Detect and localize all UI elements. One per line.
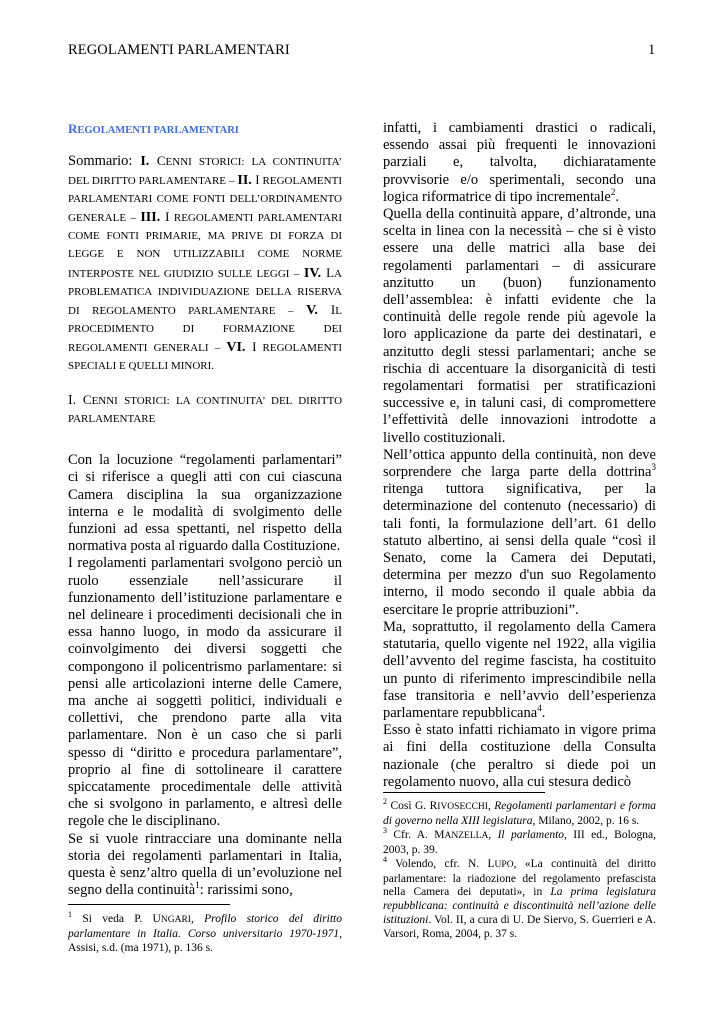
left-column xyxy=(68,120,342,899)
section-title xyxy=(68,120,342,140)
footnote-ref-1[interactable]: 1 xyxy=(195,880,200,891)
summary-block xyxy=(68,152,342,375)
left-body-text xyxy=(68,452,342,899)
right-paragraph-5: Esso è stato infatti richiamato in vigore prima ai fini della costituzione della Consulta nazionale (che peraltro si diede poi un regolamento nuovo, alla cui stesura dedicò xyxy=(383,722,656,790)
right-column xyxy=(383,120,656,791)
summary-vi-text: REGOLAMENTI SPECIALI E QUELLI MINORI. xyxy=(68,341,342,373)
footnote-1 xyxy=(68,910,342,956)
section-1-num: I. xyxy=(68,393,77,409)
footnote-4-title: La prima legislatura repubblicana: continuità e discontinuità nell’azione delle istituzioni xyxy=(383,886,656,927)
right-footnotes xyxy=(383,792,656,942)
summary-vi-num: VI. xyxy=(226,339,246,355)
footnote-3-mid: , xyxy=(488,828,498,841)
footnote-2-mid: , xyxy=(487,800,495,812)
summary-iii-cap: I xyxy=(160,209,170,225)
right-paragraph-4-tail: . xyxy=(541,704,546,721)
footnote-3 xyxy=(383,825,656,858)
footnote-2-title: Regolamenti parlamentari e forma di governo nella XIII legislatura xyxy=(383,800,657,827)
footnote-1-title: Profilo storico del diritto parlamentare in Italia. Corso universitario 1970-1971 xyxy=(68,913,342,940)
footnote-3-pre: Cfr. A. M xyxy=(387,828,445,841)
right-paragraph-3-text: Nell’ottica appunto della continuità, non deve sorprendere che larga parte della dottrina xyxy=(383,446,656,481)
footnote-3-num: 3 xyxy=(383,825,387,835)
section-title-initial: R xyxy=(68,121,78,136)
left-paragraph-3 xyxy=(68,831,342,900)
right-paragraph-4 xyxy=(383,619,656,722)
footnote-2-pre: Così G. R xyxy=(387,800,438,812)
footnote-separator-right xyxy=(383,792,545,793)
footnote-4-author: UPO xyxy=(494,859,514,870)
right-paragraph-1 xyxy=(383,120,656,206)
footnote-1-mid: , xyxy=(190,913,205,925)
right-paragraph-3 xyxy=(383,447,656,619)
footnote-3-title: Il parlamento xyxy=(497,828,565,841)
summary-i-cap: C xyxy=(149,153,166,168)
footnote-ref-3[interactable]: 3 xyxy=(651,462,656,473)
footnote-4-mid: , «La continuità del diritto parlamentare: la riadozione del regolamento prefascista nella Camera dei deputati», in xyxy=(383,857,657,899)
footnote-ref-4[interactable]: 4 xyxy=(537,703,542,714)
right-paragraph-1-tail: . xyxy=(615,188,619,205)
footnote-1-post: , Assisi, s.d. (ma 1971), p. 136 s. xyxy=(68,927,342,954)
footnote-2-num: 2 xyxy=(383,797,387,807)
section-1-heading xyxy=(68,391,342,428)
footnote-4-num: 4 xyxy=(383,854,387,864)
section-1-text: ENNI STORICI: LA CONTINUITA’ DEL DIRITTO PARLAMENTARE xyxy=(68,395,343,426)
footnote-1-num: 1 xyxy=(68,910,72,920)
right-paragraph-3-tail: ritenga tuttora significativa, per la determinazione del contenuto (necessario) di tali fonti, la formulazione dell’art. 61 dello statuto albertino, ai sensi della quale “così il Senato, come la Camera dei Deputati, determina per mezzo d'un suo Regolamento interno, il modo secondo il quale abbia da esercitare le proprie attribuzioni”. xyxy=(383,481,656,618)
summary-ii-num: II. xyxy=(237,173,252,189)
summary-i-text: ENNI STORICI: LA CONTINUITA’ DEL DIRITTO PARLAMENTARE – xyxy=(68,156,342,188)
left-paragraph-3-text: Se si vuole rintracciare una dominante nella storia dei regolamenti parlamentari in Italia, questa è senz’altro quella di un’evoluzione nel segno della continuità xyxy=(68,830,342,899)
left-paragraph-1: Con la locuzione “regolamenti parlamentari” ci si riferisce a quegli atti con cui ciascuna Camera disciplina la sua organizzazione interna e le modalità di svolgimento delle funzioni ad essa spettanti, nel rispetto della normativa posta al riguardo dalla Costituzione. xyxy=(68,452,342,555)
footnote-2-author: IVOSECCHI xyxy=(437,802,488,812)
running-header-title: REGOLAMENTI PARLAMENTARI xyxy=(68,42,290,58)
right-paragraph-2: Quella della continuità appare, d’altronde, una scelta in linea con la necessità – che si è visto essere una delle matrici alla base dei regolamenti parlamentari – di assicurare anzitutto un (buon) funzionamento dell’assemblea: è infatti evidente che la continuità delle regole rende più agevole la loro applicazione da parte dei destinatari, e anzitutto degli stessi parlamentari; anche se rischia di accentuare la disorganicità di testi regolamentari formatisi per stratificazioni successive e, in taluni casi, di compromettere l’effettività delle innovazioni introdotte a livello costituzionali. xyxy=(383,206,656,446)
footnote-4-post: . Vol. II, a cura di U. De Siervo, S. Guerrieri e A. Varsori, Roma, 2004, p. 37 s. xyxy=(383,914,656,941)
footnote-4 xyxy=(383,854,657,942)
summary-ii-cap: I xyxy=(251,172,260,188)
section-1-cap: C xyxy=(76,392,92,408)
summary-i-num: I. xyxy=(140,154,150,169)
footnote-1-author: NGARI xyxy=(160,915,191,925)
left-paragraph-3-tail: : rarissimi sono, xyxy=(199,882,293,899)
footnote-separator xyxy=(68,904,230,905)
summary-iii-num: III. xyxy=(140,210,161,226)
footnote-ref-2[interactable]: 2 xyxy=(610,186,616,197)
summary-iv-text: A PROBLEMATICA INDIVIDUAZIONE DELLA RISERVA DI REGOLAMENTO PARLAMENTARE – xyxy=(68,267,342,317)
summary-v-text: L PROCEDIMENTO DI FORMAZIONE DEI REGOLAMENTI GENERALI – xyxy=(68,304,342,354)
footnote-2 xyxy=(383,797,657,829)
page-number: 1 xyxy=(648,42,656,58)
summary-ii-text: REGOLAMENTI PARLAMENTARI COME FONTI DELL’ORDINAMENTO GENERALE – xyxy=(68,175,342,225)
footnote-1-pre: Si veda P. U xyxy=(72,913,161,925)
footnote-4-pre: Volendo, cfr. N. L xyxy=(387,857,495,870)
right-paragraph-1-text: infatti, i cambiamenti drastici o radicali, essendo assai più frequenti le innovazioni parziali e, talvolta, dichiaratamente provvisorie e/o sperimentali, secondo una logica riformatrice di tipo incrementale xyxy=(383,120,656,205)
summary-lead: Sommario: xyxy=(68,153,141,169)
footnote-3-author: ANZELLA xyxy=(444,830,489,841)
section-title-rest: EGOLAMENTI PARLAMENTARI xyxy=(77,125,239,136)
right-paragraph-4-text: Ma, soprattutto, il regolamento della Camera statutaria, quello vigente nel 1922, alla vigilia dell’avvento del regime fascista, ha costituito un punto di riferimento imprescindibile nella fase transitoria e nell’avvio dell’esperienza parlamentare repubblicana xyxy=(383,618,656,721)
left-footnotes xyxy=(68,904,342,956)
footnote-3-post: , III ed., Bologna, 2003, p. 39. xyxy=(383,828,656,856)
summary-iii-text: REGOLAMENTI PARLAMENTARI COME FONTI PRIMARIE, MA PRIVE DI FORZA DI LEGGE E NON UTILIZZABILI COME NORME INTERPOSTE NEL GIUDIZIO SULLE LEGGI – xyxy=(68,212,342,280)
summary-v-cap: I xyxy=(317,301,336,317)
footnote-2-post: , Milano, 2002, p. 16 s. xyxy=(532,814,640,827)
summary-iv-cap: L xyxy=(321,264,335,280)
summary-vi-cap: I xyxy=(245,338,257,354)
summary-v-num: V. xyxy=(306,302,318,318)
summary-iv-num: IV. xyxy=(303,265,322,281)
left-paragraph-2: I regolamenti parlamentari svolgono perciò un ruolo essenziale nell’assicurare il funzionamento dell’istituzione parlamentare e nel delineare i procedimenti decisionali che in essa hanno luogo, in modo da assicurare il coinvolgimento dei diversi soggetti che compongono il policentrismo parlamentare: si pensi alle articolazioni interne delle Camere, ma anche ai soggetti politici, individuali e collettivi, che prendono parte alla vita parlamentare. Non è un caso che si parli spesso di “diritto e procedura parlamentare”, proprio al fine di sottolineare il carattere spiccatamente procedimentale delle attività che si svolgono in parlamento, e altresì delle regole che le disciplinano. xyxy=(68,555,342,830)
